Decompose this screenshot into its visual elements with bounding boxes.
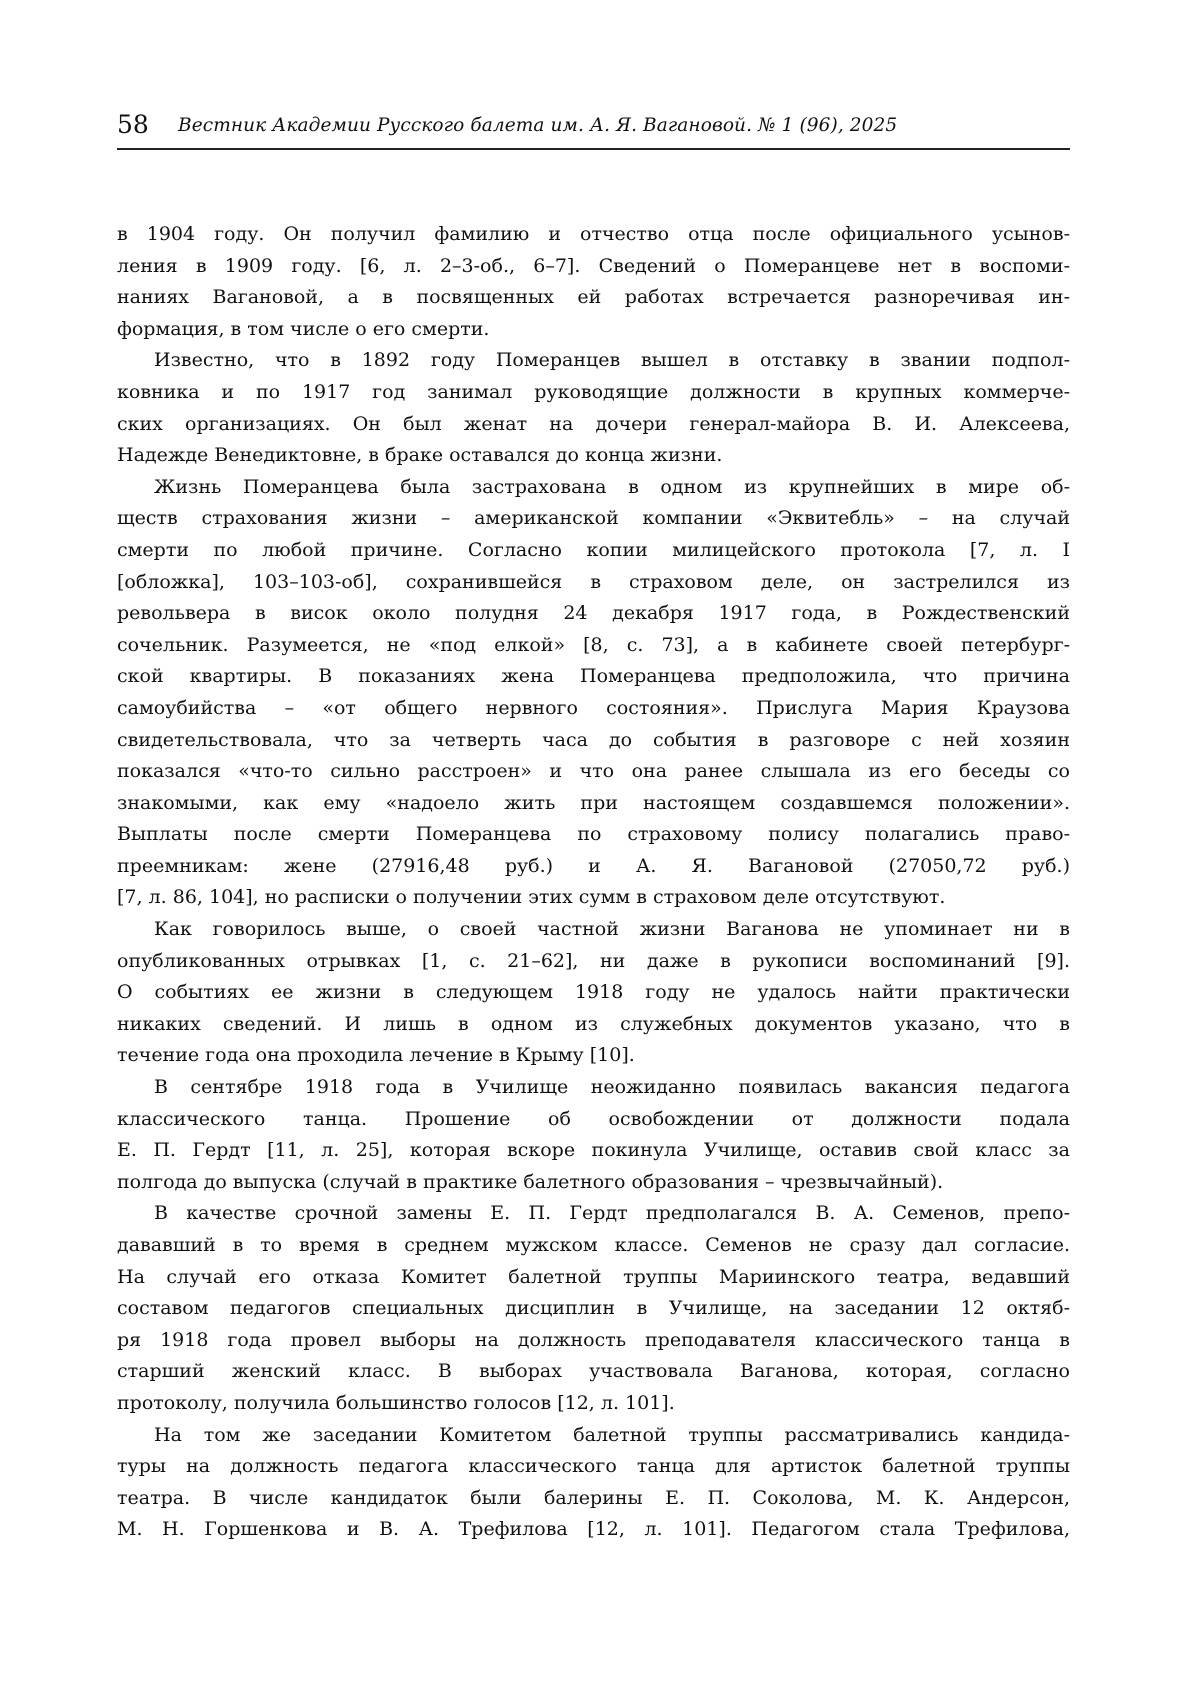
text-line: На том же заседании Комитетом балетной труппы рассматривались кандида- — [154, 1423, 1070, 1446]
text-line: О событиях ее жизни в следующем 1918 году не удалось найти практически — [117, 981, 1070, 1004]
text-line: знакомыми, как ему «надоело жить при настоящем создавшемся положении». — [117, 791, 1070, 814]
text-line: ской квартиры. В показаниях жена Померанцева предположила, что причина — [117, 665, 1070, 688]
text-line: Как говорилось выше, о своей частной жизни Ваганова не упоминает ни в — [154, 918, 1070, 941]
text-line: опубликованных отрывках [1, с. 21–62], ни даже в рукописи воспоминаний [9]. — [117, 949, 1070, 972]
text-line: [обложка], 103–103-об], сохранившейся в страховом деле, он застрелился из — [117, 570, 1070, 593]
text-line: В сентябре 1918 года в Училище неожиданно появилась вакансия педагога — [154, 1076, 1070, 1099]
article-body — [117, 219, 1070, 1546]
text-line: дававший в то время в среднем мужском классе. Семенов не сразу дал согласие. — [117, 1234, 1070, 1256]
text-line: полгода до выпуска (случай в практике балетного образования – чрезвычайный). — [117, 1170, 944, 1193]
text-line: ковника и по 1917 год занимал руководящие должности в крупных коммерче- — [117, 380, 1070, 403]
running-header — [117, 108, 1070, 150]
text-line: в 1904 году. Он получил фамилию и отчество отца после официального усынов- — [117, 223, 1070, 245]
text-line: сочельник. Разумеется, не «под елкой» [8, с. 73], а в кабинете своей петербург- — [117, 633, 1070, 656]
text-line: Жизнь Померанцева была застрахована в одном из крупнейших в мире об- — [154, 475, 1070, 498]
text-line: На случай его отказа Комитет балетной труппы Мариинского театра, ведавший — [117, 1265, 1070, 1288]
text-line: театра. В числе кандидаток были балерины Е. П. Соколова, М. К. Андерсон, — [117, 1486, 1070, 1509]
text-line: туры на должность педагога классического танца для артисток балетной труппы — [117, 1455, 1070, 1478]
text-line: ления в 1909 году. [6, л. 2–3-об., 6–7]. Сведений о Померанцеве нет в воспоми- — [117, 254, 1070, 277]
page-number: 58 — [117, 110, 149, 139]
text-line: револьвера в висок около полудня 24 декабря 1917 года, в Рождественский — [117, 602, 1070, 625]
text-line: В качестве срочной замены Е. П. Гердт предполагался В. А. Семенов, препо- — [154, 1202, 1070, 1225]
text-line: никаких сведений. И лишь в одном из служебных документов указано, что в — [117, 1012, 1070, 1035]
text-line: ских организациях. Он был женат на дочери генерал-майора В. И. Алексеева, — [117, 412, 1070, 435]
text-line: формация, в том числе о его смерти. — [117, 317, 490, 340]
text-line: ществ страхования жизни – американской компании «Эквитебль» – на случай — [117, 507, 1070, 530]
text-line: показался «что-то сильно расстроен» и что она ранее слышала из его беседы со — [117, 760, 1070, 783]
text-line: Известно, что в 1892 году Померанцев вышел в отставку в звании подпол- — [154, 349, 1070, 372]
text-line: самоубийства – «от общего нервного состояния». Прислуга Мария Краузова — [117, 696, 1070, 719]
text-line: [7, л. 86, 104], но расписки о получении этих сумм в страховом деле отсутствуют. — [117, 886, 946, 909]
text-line: старший женский класс. В выборах участвовала Ваганова, которая, согласно — [117, 1360, 1070, 1383]
text-line: ря 1918 года провел выборы на должность преподавателя классического танца в — [117, 1328, 1070, 1351]
text-line: наниях Вагановой, а в посвященных ей работах встречается разноречивая ин- — [117, 286, 1070, 309]
text-line: смерти по любой причине. Согласно копии милицейского протокола [7, л. I — [117, 538, 1070, 561]
text-line: М. Н. Горшенкова и В. А. Трефилова [12, л. 101]. Педагогом стала Трефилова, — [117, 1518, 1070, 1541]
text-line: классического танца. Прошение об освобождении от должности подала — [117, 1107, 1070, 1130]
text-line: преемникам: жене (27916,48 руб.) и А. Я. Вагановой (27050,72 руб.) — [117, 854, 1070, 877]
text-line: протоколу, получила большинство голосов [12, л. 101]. — [117, 1391, 675, 1414]
text-line: течение года она проходила лечение в Крыму [10]. — [117, 1044, 635, 1067]
text-line: Выплаты после смерти Померанцева по страховому полису полагались право- — [117, 823, 1070, 846]
text-line: составом педагогов специальных дисциплин в Училище, на заседании 12 октяб- — [117, 1297, 1070, 1320]
journal-title: Вестник Академии Русского балета им. А. Я. Вагановой. № 1 (96), 2025 — [178, 115, 898, 136]
text-line: Надежде Венедиктовне, в браке оставался до конца жизни. — [117, 444, 723, 467]
text-line: свидетельствовала, что за четверть часа до события в разговоре с ней хозяин — [117, 728, 1070, 751]
text-line: Е. П. Гердт [11, л. 25], которая вскоре покинула Училище, оставив свой класс за — [117, 1139, 1070, 1162]
